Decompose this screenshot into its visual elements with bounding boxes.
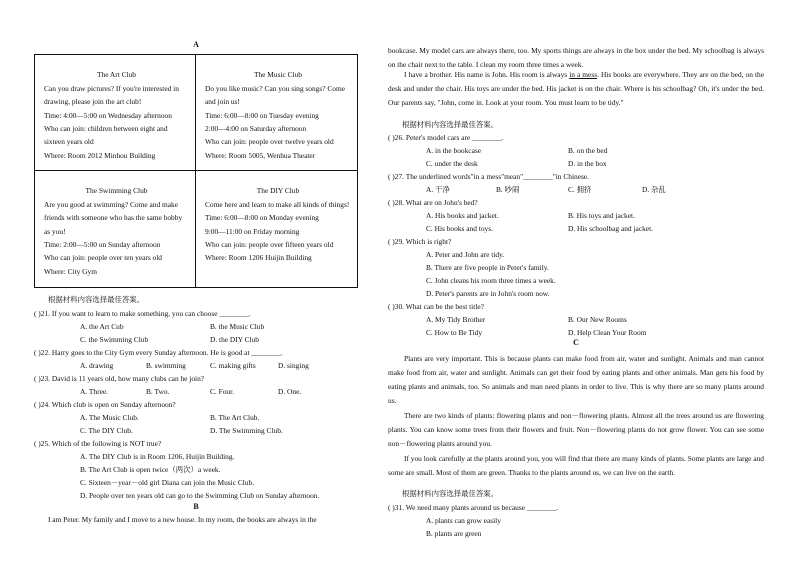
question-22: ( )22. Harry goes to the City Gym every Sunday afternoon. He is good at ________. (34, 348, 283, 357)
option: C. The DIY Club. (80, 426, 133, 435)
question-27: ( )27. The underlined words"in a mess"mean"________"in Chinese. (388, 172, 589, 181)
club-line: Where: Room 5005, Wenhua Theater (205, 150, 316, 160)
club-line: Time: 2:00—5:00 on Sunday afternoon (44, 239, 161, 249)
club-line: Time: 6:00—8:00 on Monday evening (205, 213, 319, 223)
para2-post: . His books are everywhere. They are on the bed, on the desk and under the chair. His toys are under the bed. His jacket is on the chair. Where is his schoolbag? Oh, it's under the bed. Our parents say, "John, come in. Look at your room. You must learn to be tidy." (388, 70, 764, 108)
club-line: 9:00—11:00 on Friday morning (205, 226, 300, 236)
option: D. 杂乱 (642, 185, 666, 194)
section-b-paragraph-2 (388, 68, 764, 111)
option: B. Two. (146, 387, 170, 396)
club-swimming (35, 171, 196, 287)
underlined-phrase: in a mess (569, 70, 598, 79)
option: D. Help Clean Your Room (568, 328, 647, 337)
option: A. His books and jacket. (426, 211, 499, 220)
option: C. 拥挤 (568, 185, 592, 194)
option: A. The DIY Club is in Room 1206, Huijin Building. (80, 452, 235, 461)
club-line: Do you like music? Can you sing songs? Come and join us! (205, 83, 345, 107)
option: D. the DIY Club (210, 335, 259, 344)
option: C. making gifts (210, 361, 256, 370)
section-b-paragraph-cont: bookcase. My model cars are always there, too. My sports things are always in the box under the bed. My schoolbag is always on the chair next to the table. I clean my room three times a week. (388, 46, 764, 70)
question-30: ( )30. What can be the best title? (388, 302, 484, 311)
option: C. Sixteen－year－old girl Diana can join the Music Club. (80, 478, 255, 487)
club-info-table (34, 54, 358, 288)
option: B. swimming (146, 361, 186, 370)
option: A. 干净 (426, 185, 450, 194)
option: D. One. (278, 387, 302, 396)
option: B. Our New Rooms (568, 315, 627, 324)
option: D. The Swimming Club. (210, 426, 283, 435)
option: D. singing (278, 361, 309, 370)
question-31: ( )31. We need many plants around us because ________. (388, 503, 559, 512)
option: A. Peter and John are tidy. (426, 250, 505, 259)
section-c-title: C (573, 338, 579, 347)
club-name: The Swimming Club (85, 186, 148, 195)
club-line: 2:00—4:00 on Saturday afternoon (205, 123, 307, 133)
option: D. His schoolbag and jacket. (568, 224, 653, 233)
option: B. 吵闹 (496, 185, 520, 194)
option: B. the Music Club (210, 322, 265, 331)
club-line: Who can join: people over fifteen years old (205, 239, 334, 249)
club-line: Are you good at swimming? Come and make friends with someone who has the same hobby as you! (44, 199, 183, 236)
club-line: Can you draw pictures? If you're interested in drawing, please join the art club! (44, 83, 179, 107)
club-name: The DIY Club (256, 186, 300, 195)
option: A. Three. (80, 387, 108, 396)
option: B. His toys and jacket. (568, 211, 635, 220)
option: B. There are five people in Peter's family. (426, 263, 549, 272)
section-a-title: A (193, 40, 199, 49)
club-line: Who can join: people over twelve years old (205, 137, 334, 147)
section-b-paragraph-start: I am Peter. My family and I move to a new house. In my room, the books are always in the (48, 515, 317, 524)
option: C. His books and toys. (426, 224, 493, 233)
club-line: Time: 4:00—5:00 on Wednesday afternoon (44, 110, 172, 120)
option: A. plants can grow easily (426, 516, 501, 525)
option: A. My Tidy Brother (426, 315, 486, 324)
section-c-paragraph-2: There are two kinds of plants: flowering plants and non－flowering plants. Almost all the trees around us are flowering plants. You can know some trees from their flowers and fruit. Non－flowering plants do not grow flower. You can see some non－flowering plants around you. (388, 411, 764, 449)
question-26: ( )26. Peter's model cars are ________. (388, 133, 504, 142)
question-29: ( )29. Which is right? (388, 237, 452, 246)
option: A. The Music Club. (80, 413, 139, 422)
section-c-paragraph-3: If you look carefully at the plants around you, you will find that there are many kinds of plants. Some plants are large and some are small. Most of them are green. Thanks to the plants around us, we can live on the earth. (388, 454, 764, 478)
section-b-title: B (193, 502, 199, 511)
club-line: Time: 6:00—8:00 on Tuesday evening (205, 110, 319, 120)
club-name: The Music Club (253, 70, 303, 79)
club-line: Where: Room 1206 Huijin Building (205, 253, 312, 263)
question-25: ( )25. Which of the following is NOT true? (34, 439, 162, 448)
option: C. the Swimming Club (80, 335, 149, 344)
club-diy (196, 171, 357, 287)
option: C. How to Be Tidy (426, 328, 483, 337)
question-28: ( )28. What are on John's bed? (388, 198, 478, 207)
option: D. Peter's parents are in John's room now. (426, 289, 550, 298)
club-name: The Art Club (96, 70, 136, 79)
section-c-paragraph-1: Plants are very important. This is because plants can make food from air, water and sunlight. Animals and man cannot make food from air, water and sunlight. Animals can get their food by eating plants and other animals. Man gets his food by eating plants and animals, too. So animals and man need plants in order to live. This is why there are so many plants around us. (388, 354, 764, 406)
option: B. plants are green (426, 529, 482, 538)
club-art (35, 55, 196, 171)
question-24: ( )24. Which club is open on Sunday afternoon? (34, 400, 176, 409)
option: C. Four. (210, 387, 235, 396)
option: D. in the box (568, 159, 607, 168)
option: B. The Art Club. (210, 413, 260, 422)
section-b-instruction: 根据材料内容选择最佳答案。 (402, 120, 499, 129)
option: A. in the bookcase (426, 146, 482, 155)
question-21: ( )21. If you want to learn to make something, you can choose ________. (34, 309, 251, 318)
question-23: ( )23. David is 11 years old, how many clubs can he join? (34, 374, 205, 383)
option: C. John cleans his room three times a week. (426, 276, 556, 285)
club-line: Who can join: people over ten years old (44, 253, 163, 263)
club-line: Where: Room 2012 Minhou Building (44, 150, 156, 160)
option: A. drawing (80, 361, 114, 370)
option: C. under the desk (426, 159, 478, 168)
option: D. People over ten years old can go to the Swimming Club on Sunday afternoon. (80, 491, 320, 500)
section-c-instruction: 根据材料内容选择最佳答案。 (402, 489, 499, 498)
option: B. The Art Club is open twice（两次）a week. (80, 465, 221, 474)
club-line: Who can join: children between eight and sixteen years old (44, 123, 168, 147)
option: B. on the bed (568, 146, 608, 155)
para2-pre: I have a brother. His name is John. His room is always (404, 70, 570, 79)
club-line: Where: City Gym (44, 266, 97, 276)
club-music (196, 55, 357, 171)
section-a-instruction: 根据材料内容选择最佳答案。 (48, 295, 145, 304)
option: A. the Art Cub (80, 322, 124, 331)
club-line: Come here and learn to make all kinds of things! (205, 199, 350, 209)
